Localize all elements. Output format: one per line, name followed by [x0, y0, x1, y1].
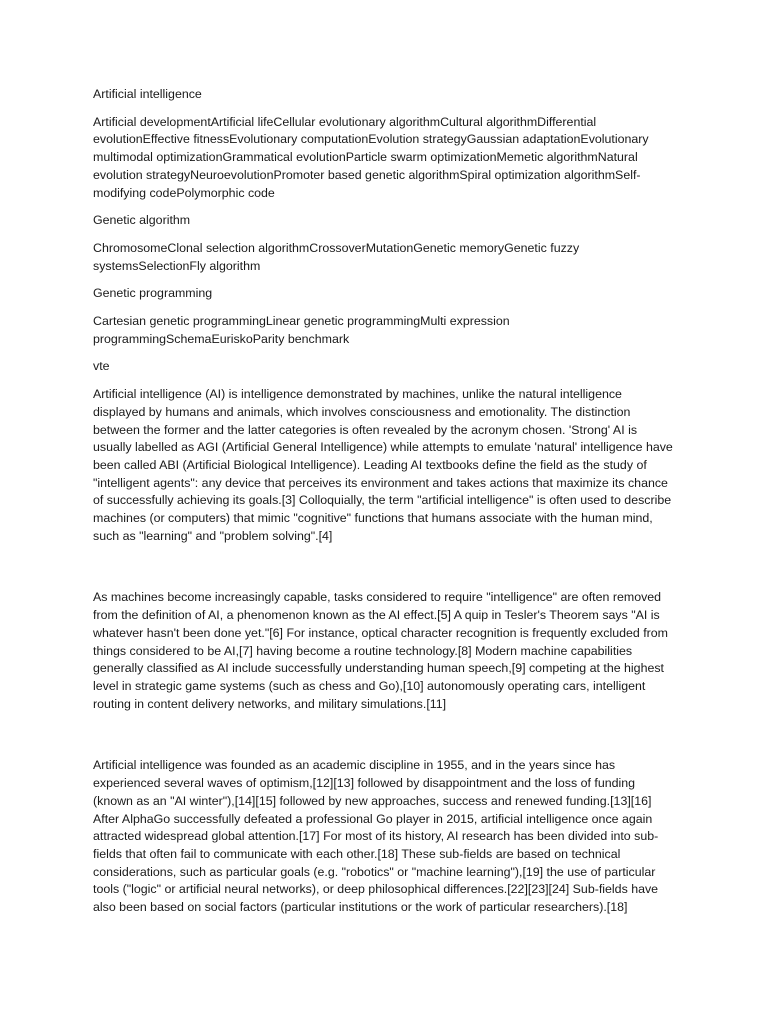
genetic-programming-links: Cartesian genetic programmingLinear genetic programmingMulti expression programmingSchemaEuriskoParity benchmark [93, 314, 510, 346]
heading-genetic-programming: Genetic programming [93, 286, 213, 301]
vte-label: vte [93, 359, 110, 374]
ai-related-links: Artificial developmentArtificial lifeCellular evolutionary algorithmCultural algorithmDifferential evolutionEffective fitnessEvolutionary computationEvolution strategyGaussian adaptationEvolutionary multimodal optimizationGrammatical evolutionParticle swarm optimizationMemetic algorithmNatural evolution strategyNeuroevolutionPromoter based genetic algorithmSpiral optimization algorithmSelf-modifying codePolymorphic code [93, 114, 649, 200]
document-page [93, 86, 677, 927]
paragraph-ai-effect: As machines become increasingly capable, tasks considered to require "intelligence" are often removed from the definition of AI, a phenomenon known as the AI effect.[5] A quip in Tesler's Theorem says "AI is whatever hasn't been done yet."[6] For instance, optical character recognition is frequently excluded from things considered to be AI,[7] having become a routine technology.[8] Modern machine capabilities generally classified as AI include successfully understanding human speech,[9] competing at the highest level in strategic game systems (such as chess and Go),[10] autonomously operating cars, intelligent routing in content delivery networks, and military simulations.[11] [93, 590, 668, 711]
paragraph-ai-history: Artificial intelligence was founded as an academic discipline in 1955, and in the years since has experienced several waves of optimism,[12][13] followed by disappointment and the loss of funding (known as an "AI winter"),[14][15] followed by new approaches, success and renewed funding.[13][16] After AlphaGo successfully defeated a professional Go player in 2015, artificial intelligence once again attracted widespread global attention.[17] For most of its history, AI research has been divided into sub-fields that often fail to communicate with each other.[18] These sub-fields are based on technical considerations, such as particular goals (e.g. "robotics" or "machine learning"),[19] the use of particular tools ("logic" or artificial neural networks), or deep philosophical differences.[22][23][24] Sub-fields have also been based on social factors (particular institutions or the work of particular researchers).[18] [93, 758, 659, 915]
paragraph-ai-definition: Artificial intelligence (AI) is intelligence demonstrated by machines, unlike the natural intelligence displayed by humans and animals, which involves consciousness and emotionality. The distinction between the former and the latter categories is often revealed by the acronym chosen. 'Strong' AI is usually labelled as AGI (Artificial General Intelligence) while attempts to emulate 'natural' intelligence have been called ABI (Artificial Biological Intelligence). Leading AI textbooks define the field as the study of "intelligent agents": any device that perceives its environment and takes actions that maximize its chance of successfully achieving its goals.[3] Colloquially, the term "artificial intelligence" is often used to describe machines (or computers) that mimic "cognitive" functions that humans associate with the human mind, such as "learning" and "problem solving".[4] [93, 387, 673, 543]
heading-genetic-algorithm: Genetic algorithm [93, 213, 191, 228]
heading-artificial-intelligence: Artificial intelligence [93, 87, 202, 101]
genetic-algorithm-links: ChromosomeClonal selection algorithmCrossoverMutationGenetic memoryGenetic fuzzy systemsSelectionFly algorithm [93, 240, 580, 273]
